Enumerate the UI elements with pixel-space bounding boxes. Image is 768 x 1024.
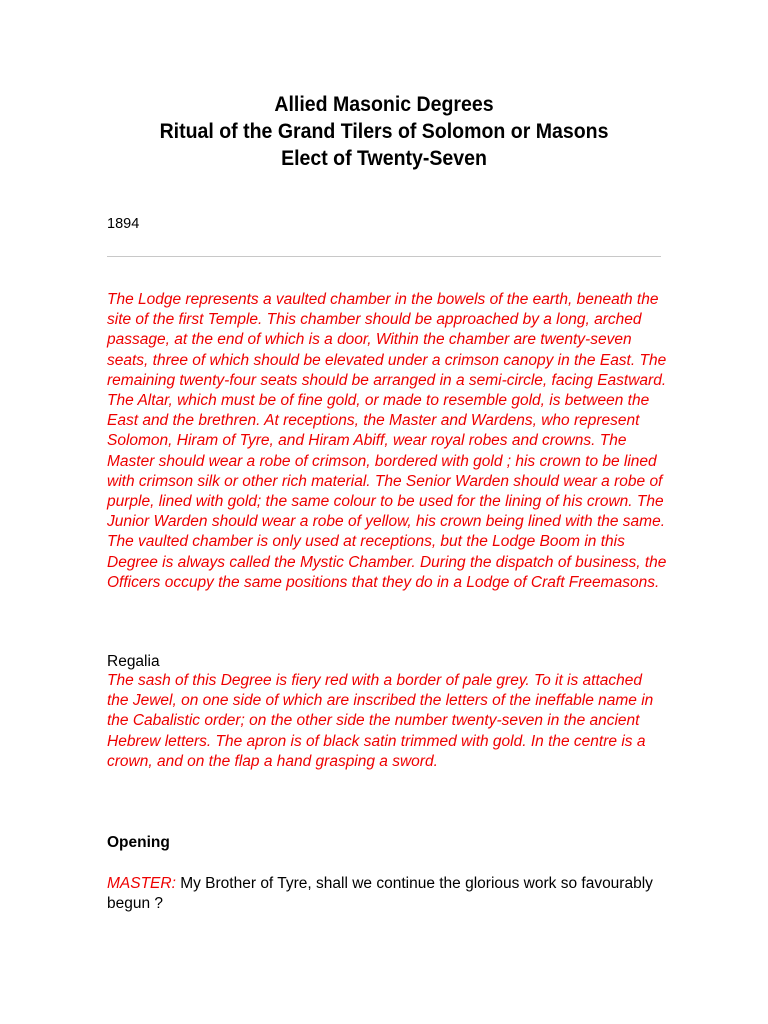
dialogue-line: My Brother of Tyre, shall we continue the glorious work so favourably begun ? [107,875,653,913]
regalia-label: Regalia [107,653,160,670]
opening-heading: Opening [107,834,170,851]
title-line-2: Ritual of the Grand Tilers of Solomon or Masons [159,120,609,143]
document-title [27,91,741,172]
regalia-paragraph: The sash of this Degree is fiery red with a border of pale grey. To it is attached the Jewel, on one side of which are inscribed the letters of the ineffable name in the Cabalistic order; on the other side the number twenty-seven in the ancient Hebrew letters. The apron is of black satin trimmed with gold. In the centre is a crown, and on the flap a hand grasping a sword. [107,672,654,770]
speaker-label: MASTER: [107,875,176,892]
intro-paragraph: The Lodge represents a vaulted chamber in the bowels of the earth, beneath the site of the first Temple. This chamber should be approached by a long, arched passage, at the end of which is a door, Within the chamber are twenty-seven seats, three of which should be elevated under a crimson canopy in the East. The remaining twenty-four seats should be arranged in a semi-circle, facing Eastward. The Altar, which must be of fine gold, or made to resemble gold, is between the East and the brethren. At receptions, the Master and Wardens, who represent Solomon, Hiram of Tyre, and Hiram Abiff, wear royal robes and crowns. The Master should wear a robe of crimson, bordered with gold ; his crown to be lined with crimson silk or other rich material. The Senior Warden should wear a robe of purple, lined with gold; the same colour to be used for the lining of his crown. The Junior Warden should wear a robe of yellow, his crown being lined with the same. The vaulted chamber is only used at receptions, but the Lodge Boom in this Degree is always called the Mystic Chamber. During the dispatch of business, the Officers occupy the same positions that they do in a Lodge of Craft Freemasons. [107,291,667,591]
horizontal-divider [107,256,661,257]
opening-dialogue [107,874,667,914]
document-year: 1894 [107,216,140,232]
title-line-1: Allied Masonic Degrees [274,93,494,116]
title-line-3: Elect of Twenty-Seven [281,147,487,170]
